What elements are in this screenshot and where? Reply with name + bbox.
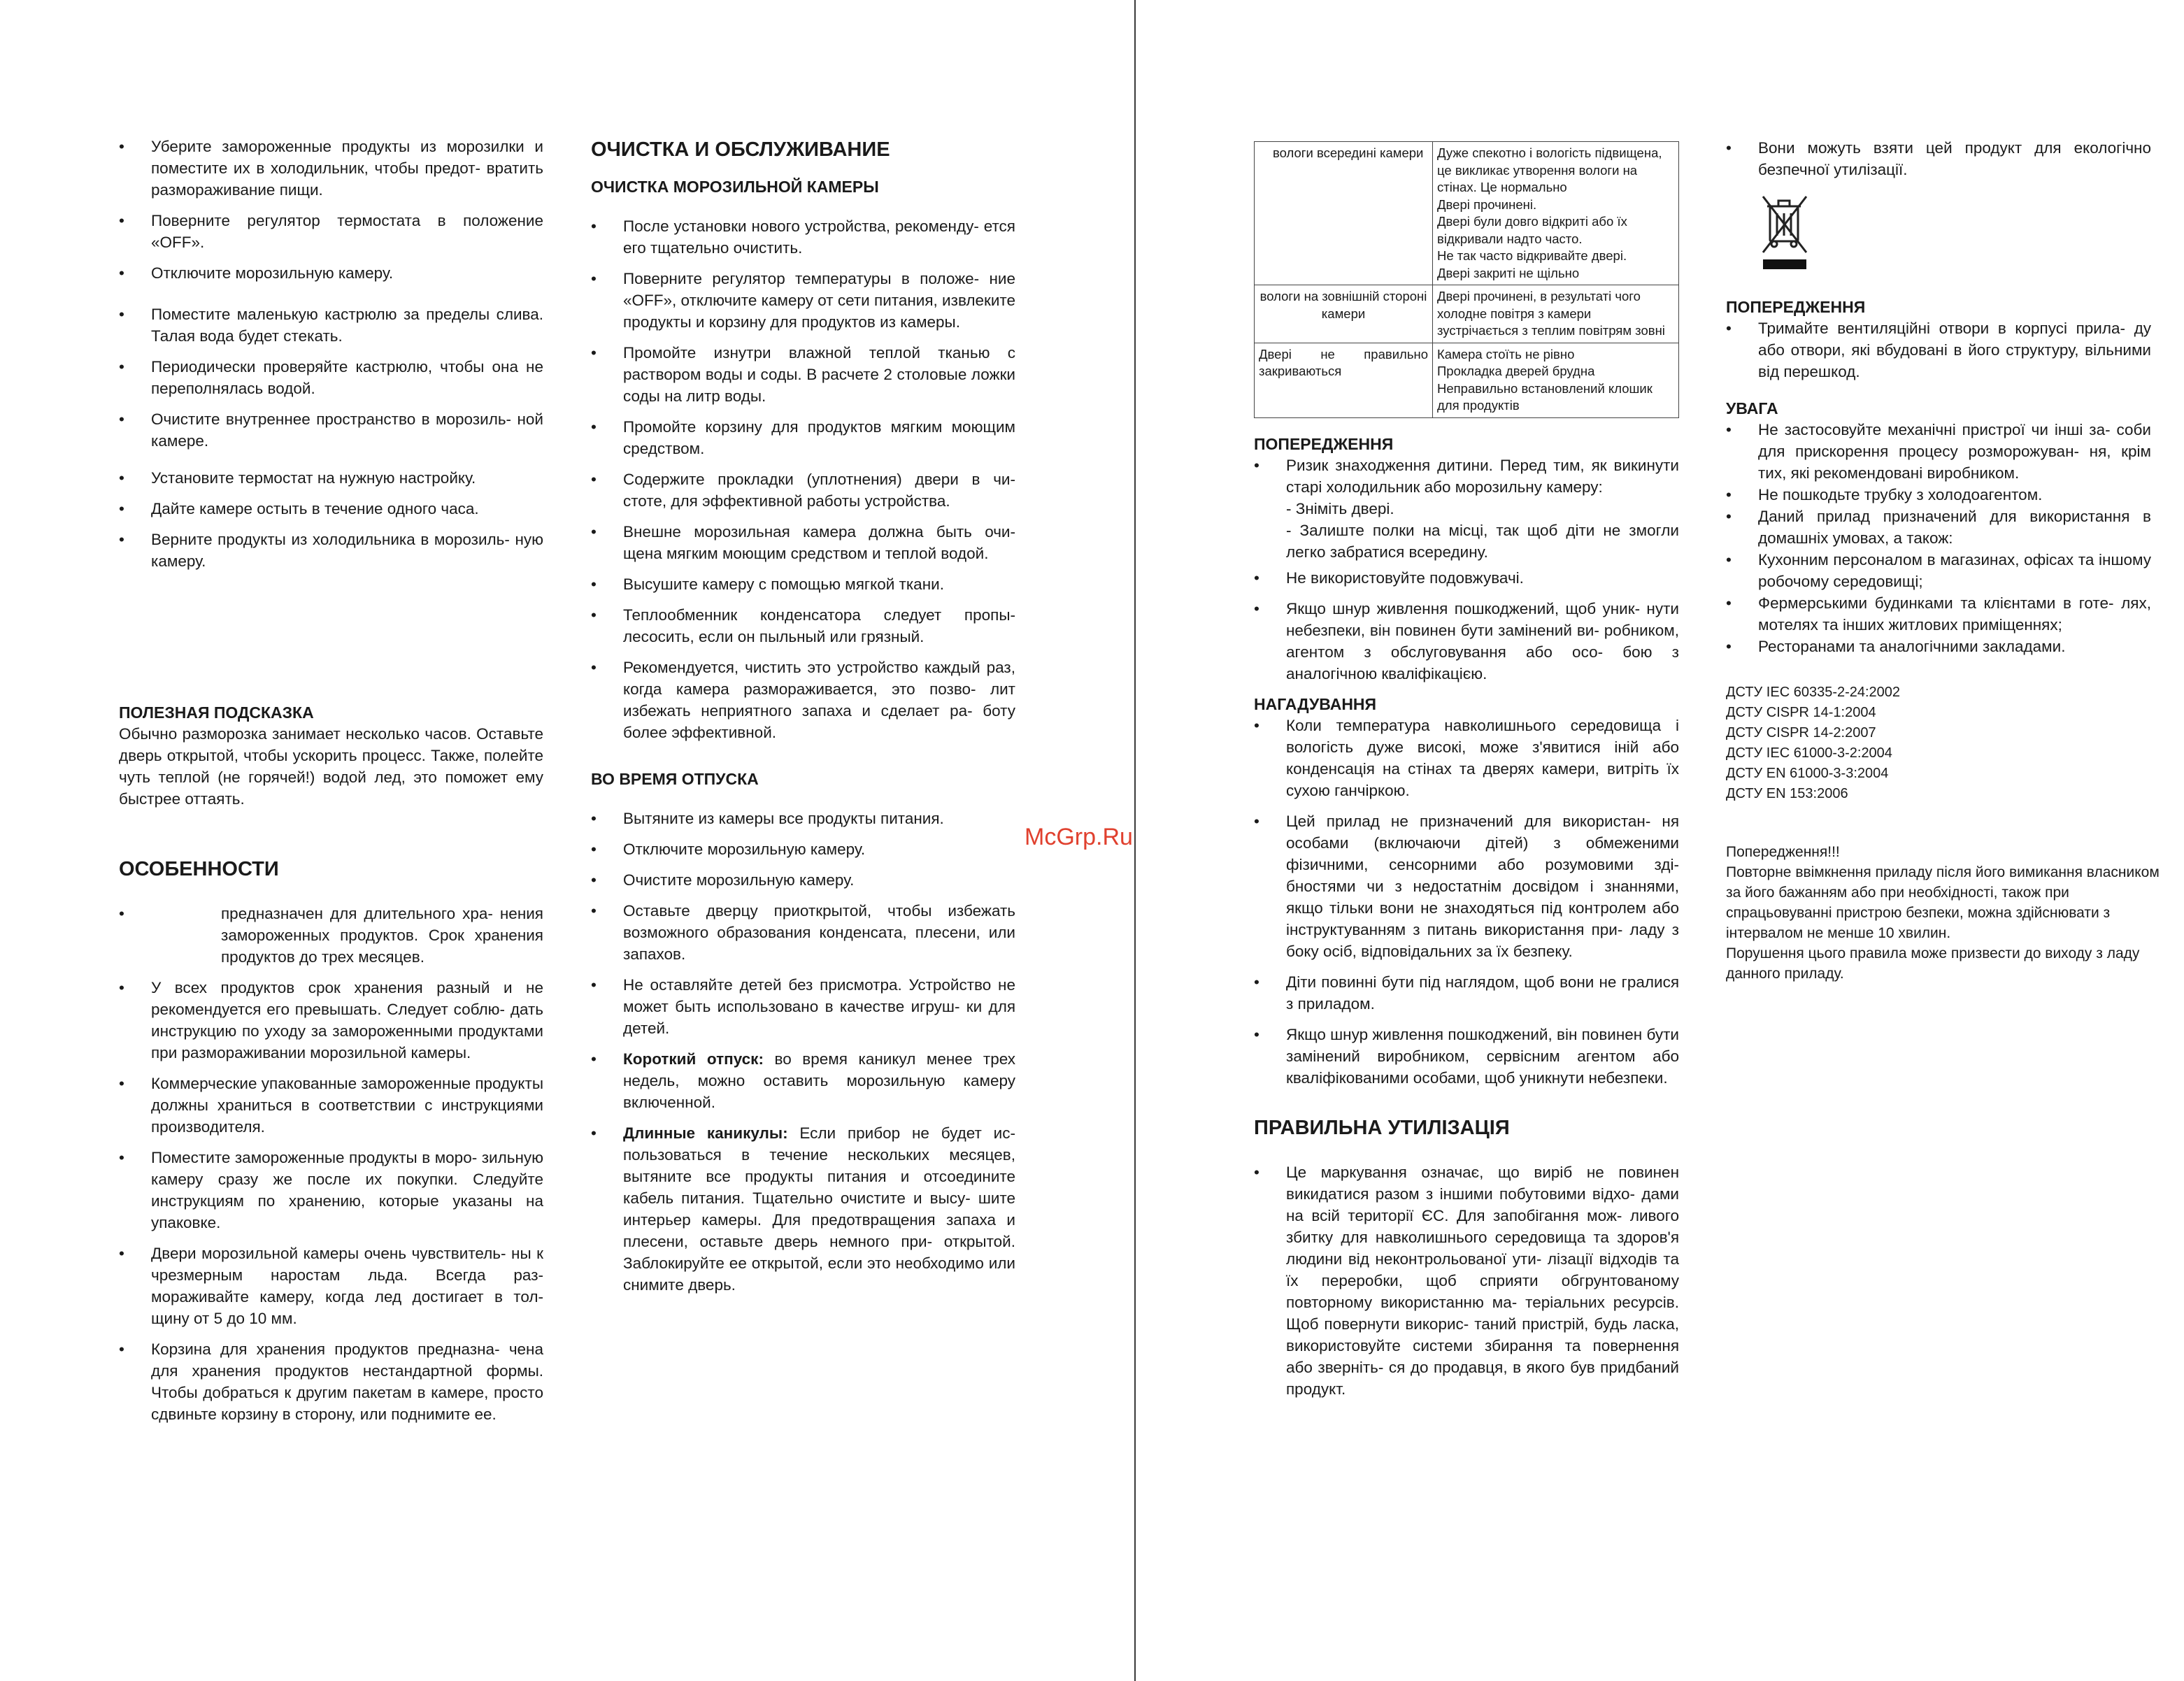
final-warning-text: Порушення цього правила може призвести до виходу з ладу данного приладу. (1726, 945, 2140, 982)
list-item: • Высушите камеру с помощью мягкой ткани. (591, 573, 1015, 595)
list-item: • Корзина для хранения продуктов предназна- чена для хранения продуктов нестандартной формы. Чтобы добраться к другим пакетам в камере, просто сдвиньте корзину в сторону, или поднимите ее. (119, 1338, 543, 1425)
warning-subitem: - Залиште полки на місці, так щоб діти не змогли легко забратися всередину. (1286, 521, 1679, 561)
tip-title: ПОЛЕЗНАЯ ПОДСКАЗКА (119, 703, 314, 722)
reminder-title: НАГАДУВАННЯ (1254, 694, 1377, 713)
final-warning (1726, 842, 2161, 984)
list-item (591, 1048, 1015, 1113)
final-warning-text: Повторне ввімкнення приладу після його вимикання власником за його бажанням або при необхідності, також при спрацьовуванні пристрою безпеки, можна здійснювати з інтервалом не менше 10 хвилин. (1726, 864, 2160, 941)
cause-line: Неправильно встановлений клошик для продуктів (1437, 380, 1653, 413)
short-leave-text: во время каникул менее трех недель, можно оставить морозильную камеру включенной. (623, 1050, 1015, 1111)
list-item: • Якщо шнур живлення пошкоджений, він повинен бути замінений виробником, сервісним агентом або кваліфікованими особами, щоб уникнути небезпеки. (1254, 1024, 1679, 1089)
list-item: • Периодически проверяйте кастрюлю, чтобы она не переполнялась водой. (119, 356, 543, 399)
problem-text: вологи на зовнішній стороні камери (1259, 289, 1427, 321)
list-item (1254, 455, 1679, 563)
warning-title-2: ПОПЕРЕДЖЕННЯ (1726, 298, 1866, 316)
list-item: • Верните продукты из холодильника в морозиль- ную камеру. (119, 529, 543, 572)
list-item: • Діти повинні бути під наглядом, щоб вони не гралися з приладом. (1254, 971, 1679, 1015)
list-item: • Цей прилад не призначений для використан- ня особами (включаючи дітей) з обмеженими фізичними, сенсорними або розумовими зді- бностями чи з недостатнім досвідом і знаннями, якщо тільки вони не знаходяться під контролем або інструктуванням з питань використання при- ладу з боку осіб, відповідальних за їх безпеку. (1254, 810, 1679, 962)
list-item: • У всех продуктов срок хранения разный и не рекомендуется его превышать. Следует соблю- дать инструкцию по уходу за замороженными продуктами при размораживании морозильной камеры. (119, 977, 543, 1064)
standard-line: ДСТУ CISPR 14-1:2004 (1726, 705, 1876, 720)
cleaning-column (591, 137, 1015, 1305)
list-item: • Уберите замороженные продукты из морозилки и поместите их в холодильник, чтобы предот- вратить размораживание пищи. (119, 136, 543, 201)
list-item: • Установите термостат на нужную настройку. (119, 467, 543, 489)
list-item: • Даний прилад призначений для використання в домашніх умовах, а також: (1726, 506, 2151, 549)
list-item: • Не застосовуйте механічні пристрої чи інші за- соби для прискорення процесу розморожуван- ня, крім тих, які рекомендовані виробником. (1726, 419, 2151, 484)
list-item: • Отключите морозильную камеру. (591, 838, 1015, 860)
list-item (1726, 137, 2151, 180)
long-leave-text: Если прибор не будет ис- пользоваться в течение нескольких месяцев, вытяните все продукты питания и отсоедините кабель питания. Тщательно очистите и высу- шите интерьер камеры. Для предотвращения запаха и плесени, оставьте дверь немного при- открытой. Заблокируйте ее открытой, если это необходимо или снимите дверь. (623, 1124, 1015, 1294)
list-item: • Дайте камере остыть в течение одного часа. (119, 498, 543, 520)
list-item: • Внешне морозильная камера должна быть очи- щена мягким моющим средством и теплой водой. (591, 521, 1015, 564)
list-item: • Коли температура навколишнього середовища і вологість дуже високі, може з'явитися іній або конденсація на стінах та дверях камери, витріть їх сухою ганчіркою. (1254, 715, 1679, 801)
causes-cell (1433, 343, 1679, 417)
problem-cell (1255, 343, 1433, 417)
warning-text: • Ризик знаходження дитини. Перед тим, як викинути старі холодильник або морозильну камеру: (1286, 456, 1679, 496)
list-item: • Якщо шнур живлення пошкоджений, щоб уник- нути небезпеки, він повинен бути замінений ви- робником, агентом з обслуговування або осо- бою з аналогічною кваліфікацією. (1254, 598, 1679, 685)
list-item: • Поместите маленькую кастрюлю за пределы слива. Талая вода будет стекать. (119, 303, 543, 347)
standard-line: ДСТУ CISPR 14-2:2007 (1726, 725, 1876, 741)
final-warning-title: Попередження!!! (1726, 844, 1840, 860)
useful-tip-block (119, 702, 543, 810)
list-item (591, 1122, 1015, 1296)
list-item: • Не пошкодьте трубку з холодоагентом. (1726, 484, 2151, 506)
cleaning-steps-list (591, 215, 1015, 743)
list-item: • Очистите внутреннее пространство в морозиль- ной камере. (119, 408, 543, 452)
list-item: • Не оставляйте детей без присмотра. Устройство не может быть использовано в качестве игруш- ки для детей. (591, 974, 1015, 1039)
list-item: • Теплообменник конденсатора следует пропы- лесосить, если он пыльный или грязный. (591, 604, 1015, 648)
problem-text: вологи всередині камери (1273, 145, 1424, 160)
list-item: • Поверните регулятор термостата в положение «OFF». (119, 210, 543, 253)
recycle-bin-icon (1760, 192, 1809, 275)
list-item: • Поместите замороженные продукты в моро- зильную камеру сразу же после их покупки. Следуйте инструкциям по хранению, которые указаны на упаковке. (119, 1147, 543, 1233)
page1-column (119, 136, 543, 581)
list-item: • Содержите прокладки (уплотнения) двери в чи- стоте, для эффективной работы устройства. (591, 468, 1015, 512)
list-item: • Це маркування означає, що виріб не повинен викидатися разом з іншими побутовими відхо- дами на всій території ЄС. Для запобігання мож- ливого збитку для навколишнього середовища та здоров'я людини від неконтрольованої ути- лізації відходів та їх переробки, щоб сприяти обгрунтованому повторному використанню ма- теріальних ресурсів. Щоб повернути викорис- таний пристрій, будь ласка, використовуйте системи збирання та повернення або зверніть- ся до продавця, в якого був придбаний продукт. (1254, 1161, 1679, 1400)
defrost-steps-list (119, 136, 543, 572)
warning-subitem: - Зніміть двері. (1286, 499, 1394, 517)
table-row (1255, 285, 1679, 343)
causes-cell (1433, 142, 1679, 285)
list-item: • Поверните регулятор температуры в положе- ние «OFF», отключите камеру от сети питания, извлеките продукты и корзину для продуктов из камеры. (591, 268, 1015, 333)
list-item: • После установки нового устройства, рекоменду- ется его тщательно очистить. (591, 215, 1015, 259)
cause-line: Двері закриті не щільно (1437, 265, 1580, 280)
list-item: • Фермерськими будинками та клієнтами в готе- лях, мотелях та інших житлових приміщеннях; (1726, 592, 2151, 636)
problem-text: Двері не правильно закриваються (1259, 346, 1428, 378)
troubleshooting-column (1254, 141, 1679, 1409)
list-item: • Двери морозильной камеры очень чувствитель- ны к чрезмерным наростам льда. Всегда раз- мораживайте камеру, когда лед достигает в тол- щину от 5 до 10 мм. (119, 1243, 543, 1329)
warning-title: ПОПЕРЕДЖЕННЯ (1254, 434, 1394, 453)
standards-list (1726, 682, 2151, 804)
list-item: • Оставьте дверцу приоткрытой, чтобы избежать возможного образования конденсата, плесени, или запахов. (591, 900, 1015, 965)
troubleshooting-table (1254, 141, 1679, 418)
freezer-cleaning-title: ОЧИСТКА МОРОЗИЛЬНОЙ КАМЕРЫ (591, 178, 879, 196)
cause-line: Прокладка дверей брудна (1437, 364, 1595, 378)
eco-list (1726, 137, 2151, 180)
list-item: • Не використовуйте подовжувачі. (1254, 567, 1679, 589)
safety-column-lower (1726, 296, 2160, 984)
standard-line: ДСТУ EN 153:2006 (1726, 786, 1848, 801)
vacation-steps-list (591, 808, 1015, 1296)
warning-list (1254, 455, 1679, 685)
cause-line: Камера стоїть не рівно (1437, 346, 1575, 362)
list-item: • Коммерческие упакованные замороженные продукты должны храниться в соответствии с инструкциями производителя. (119, 1073, 543, 1138)
table-row (1255, 142, 1679, 285)
watermark: McGrp.Ru (1025, 824, 1133, 850)
cause-line: Двері прочинені, в результаті чого холодне повітря з камери зустрічається з теплим повітрям зовні (1437, 289, 1665, 338)
cause-line: Двері прочинені. (1437, 196, 1537, 212)
cause-line: Двері були довго відкриті або їх відкривали надто часто. (1437, 214, 1627, 246)
safety-column (1726, 137, 2151, 189)
problem-cell (1255, 285, 1433, 343)
short-leave-label: Короткий отпуск: (623, 1050, 764, 1068)
page-divider (1134, 0, 1136, 1681)
reminder-list (1254, 715, 1679, 1089)
disposal-title: ПРАВИЛЬНА УТИЛІЗАЦІЯ (1254, 1116, 1510, 1139)
long-leave-label: Длинные каникулы: (623, 1124, 788, 1142)
features-list (119, 903, 543, 1425)
list-item: • Вытяните из камеры все продукты питания. (591, 808, 1015, 829)
cause-line: Дуже спекотно і вологість підвищена, це викликає утворення вологи на стінах. Це нормально (1437, 145, 1662, 194)
list-item: • Промойте корзину для продуктов мягким моющим средством. (591, 416, 1015, 459)
table-row (1255, 343, 1679, 417)
feature-text: предназначен для длительного хра- нения замороженных продуктов. Срок хранения продуктов до трех месяцев. (221, 905, 543, 966)
ventilation-list (1726, 317, 2151, 382)
standard-line: ДСТУ IEC 60335-2-24:2002 (1726, 685, 1901, 700)
list-item (119, 903, 543, 968)
list-item: • Тримайте вентиляційні отвори в корпусі прила- ду або отвори, які вбудовані в його структуру, вільними від перешкод. (1726, 317, 2151, 382)
list-item: • Промойте изнутри влажной теплой тканью с раствором воды и соды. В расчете 2 столовые ложки соды на литр воды. (591, 342, 1015, 407)
cause-line: Не так часто відкривайте двері. (1437, 248, 1627, 263)
standard-line: ДСТУ EN 61000-3-3:2004 (1726, 766, 1889, 781)
list-item: • Очистите морозильную камеру. (591, 869, 1015, 891)
eco-text: Вони можуть взяти цей продукт для екологічно безпечної утилізації. (1758, 139, 2151, 178)
tip-text: Обычно разморозка занимает несколько часов. Оставьте дверь открытой, чтобы ускорить процесс. Также, полейте чуть теплой (не горячей!) водой лед, это поможет ему быстрее оттаять. (119, 725, 543, 808)
list-item: • Кухонним персоналом в магазинах, офісах та іншому робочому середовищі; (1726, 549, 2151, 592)
list-item: • Рекомендуется, чистить это устройство каждый раз, когда камера размораживается, это позво- лит избежать неприятного запаха и сделает ра- боту более эффективной. (591, 657, 1015, 743)
standard-line: ДСТУ IEC 61000-3-2:2004 (1726, 745, 1892, 761)
features-block (119, 857, 543, 1434)
features-title: ОСОБЕННОСТИ (119, 858, 279, 880)
causes-cell (1433, 285, 1679, 343)
vacation-title: ВО ВРЕМЯ ОТПУСКА (591, 770, 759, 788)
problem-cell (1255, 142, 1433, 285)
attention-title: УВАГА (1726, 399, 1778, 417)
cleaning-title: ОЧИСТКА И ОБСЛУЖИВАНИЕ (591, 138, 890, 161)
attention-list (1726, 419, 2151, 657)
disposal-list (1254, 1161, 1679, 1400)
list-item: • Отключите морозильную камеру. (119, 262, 543, 284)
list-item: • Ресторанами та аналогічними закладами. (1726, 636, 2151, 657)
